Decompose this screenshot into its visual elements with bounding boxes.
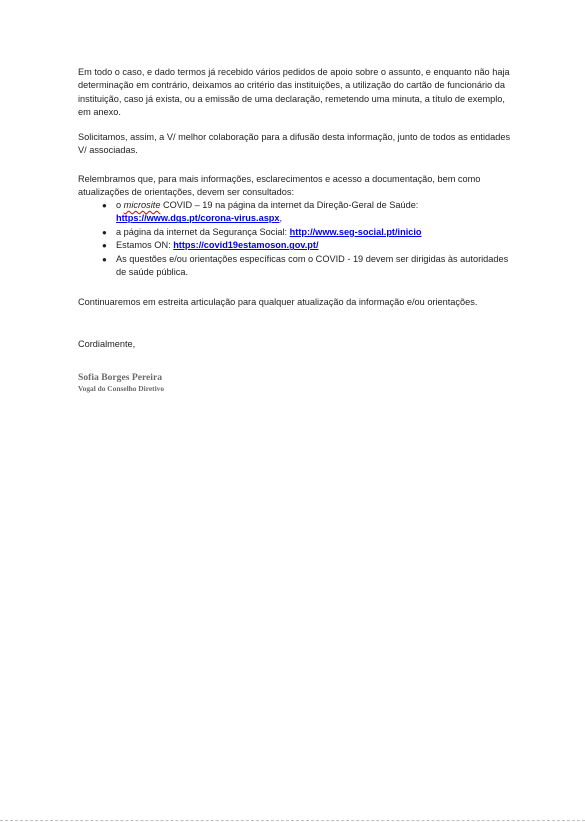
list-item-seg-social [78, 226, 518, 239]
signatory-role: Vogal do Conselho Diretivo [78, 384, 165, 393]
estamos-on-link[interactable]: https://covid19estamoson.gov.pt/ [173, 240, 319, 251]
bullet-icon: ● [102, 201, 107, 210]
paragraph-resources-intro: Relembramos que, para mais informações, esclarecimentos e acesso a documentação, bem como atualizações de orientações, devem ser consultados: [78, 174, 481, 198]
microsite-word: microsite [123, 200, 161, 210]
paragraph-collaboration: Solicitamos, assim, a V/ melhor colaboração para a difusão desta informação, junto de todos as entidades V/ associadas. [78, 132, 511, 156]
signature-block [78, 372, 164, 394]
bullet-icon: ● [102, 241, 107, 251]
resources-list [78, 199, 518, 279]
seg-social-link[interactable]: http://www.seg-social.pt/inicio [289, 226, 422, 237]
bullet-icon: ● [102, 227, 107, 237]
list-item-estamos-on [78, 239, 518, 252]
estamos-on-text: Estamos ON: [116, 240, 174, 251]
page-bottom-divider [0, 820, 585, 821]
health-authorities-text: As questões e/ou orientações específicas com o COVID - 19 devem ser dirigidas às autoridades de saúde pública. [116, 253, 509, 278]
bullet-icon: ● [102, 254, 107, 264]
signatory-name: Sofia Borges Pereira [78, 372, 163, 383]
list-item-health-authorities [78, 253, 518, 280]
dgs-text-prefix: o [116, 200, 124, 210]
paragraph-continued-articulation: Continuaremos em estreita articulação para qualquer atualização da informação e/ou orientações. [78, 297, 478, 307]
dgs-text-suffix: , [279, 213, 283, 224]
paragraph-support-requests: Em todo o caso, e dado termos já recebido vários pedidos de apoio sobre o assunto, e enquanto não haja determinação em contrário, deixamos ao critério das instituições, a utilização do cartão de funcionário da instituição, caso já exista, ou a emissão de uma declaração, remetendo uma minuta, a título de exemplo, em anexo. [78, 67, 510, 118]
dgs-text-middle: COVID – 19 na página da internet da Direção-Geral de Saúde: [160, 200, 419, 210]
dgs-link[interactable]: https://www.dgs.pt/corona-virus.aspx [116, 213, 280, 224]
closing-salutation: Cordialmente, [78, 339, 136, 349]
list-item-dgs [78, 199, 518, 226]
seg-social-text: a página da internet da Segurança Social: [116, 226, 290, 237]
